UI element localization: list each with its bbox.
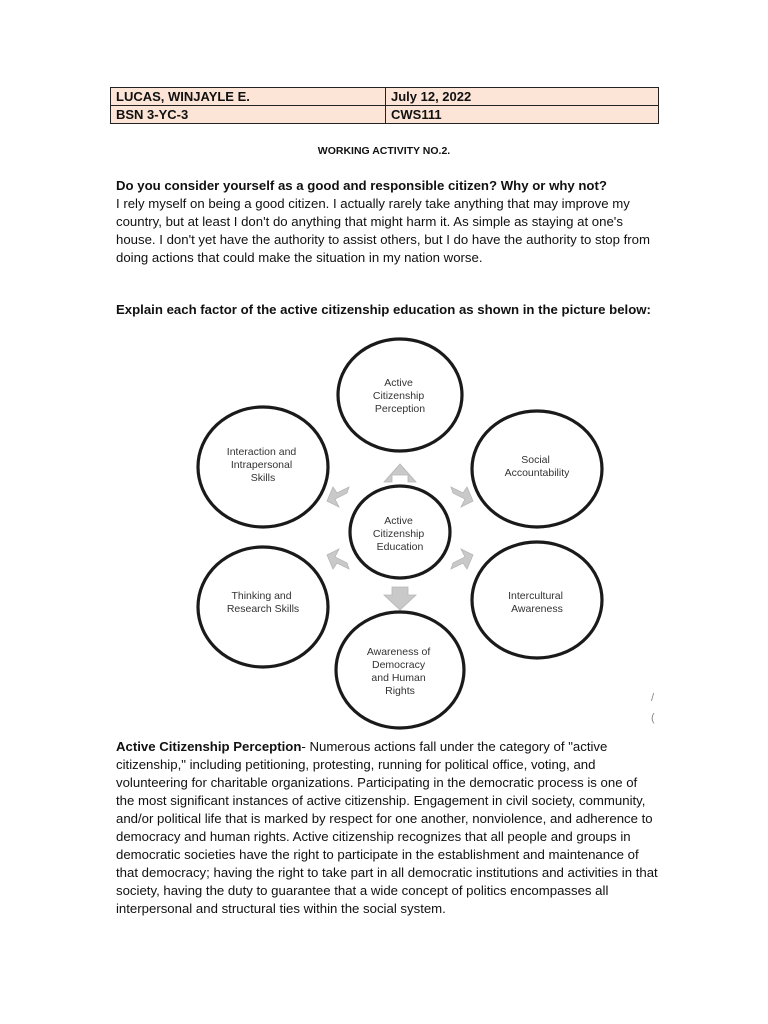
arrow-upper-right: [451, 487, 473, 507]
label-bottom-right: Intercultural Awareness: [508, 590, 563, 615]
arrow-up: [384, 464, 416, 482]
arrow-down: [384, 587, 416, 610]
activity-date: July 12, 2022: [386, 88, 659, 106]
label-top-left: Interaction and Intrapersonal Skills: [226, 446, 297, 484]
info-row-2: [111, 106, 659, 124]
student-section: BSN 3-YC-3: [111, 106, 386, 124]
section-active-citizenship-perception: [116, 738, 658, 918]
arrow-upper-left: [327, 487, 349, 507]
answer-1: I rely myself on being a good citizen. I actually rarely take anything that may improve my country, but at least I don't do anything that might harm it. As simple as staying at one's house. I don't yet have the authority to assist others, but I do have the authority to stop from doing actions that could make the situation in my nation worse.: [116, 196, 650, 265]
diagram-side-mark-1: /: [651, 692, 655, 704]
question-1: Do you consider yourself as a good and responsible citizen? Why or why not?: [116, 178, 607, 193]
arrow-lower-left: [327, 549, 349, 569]
label-top-right: Social Accountability: [504, 454, 570, 479]
section-body: - Numerous actions fall under the category of "active citizenship," including petitioning, protesting, running for political office, voting, and volunteering for charitable organizations. Participating in the democratic process is one of the most significant instances of active citizenship. Engagement in civil society, community, and/or political life that is marked by respect for one another, nonviolence, and adherence to democracy and human rights. Active citizenship recognizes that all people and groups in democratic societies have the right to participate in the establishment and maintenance of that democracy; having the right to take part in all democratic institutions and activities in that society, having the duty to guarantee that a wide concept of politics encompasses all interpersonal and structural ties within the social system.: [116, 739, 658, 916]
label-bottom-left: Thinking and Research Skills: [226, 590, 300, 615]
student-info-table: [110, 87, 659, 124]
activity-heading: WORKING ACTIVITY NO.2.: [317, 145, 451, 157]
arrow-lower-right: [451, 549, 473, 569]
info-row-1: [111, 88, 659, 106]
diagram-side-mark-2: (: [651, 712, 655, 724]
diagram-svg: [195, 337, 615, 732]
question-2: Explain each factor of the active citizenship education as shown in the picture below:: [116, 302, 651, 317]
section-term: Active Citizenship Perception: [116, 739, 302, 754]
course-code: CWS111: [386, 106, 659, 124]
label-bottom: Awareness of Democracy and Human Rights: [366, 646, 431, 697]
student-name: LUCAS, WINJAYLE E.: [111, 88, 386, 106]
active-citizenship-diagram: [195, 337, 615, 732]
label-top: Active Citizenship Perception: [372, 377, 426, 415]
label-center: Active Citizenship Education: [372, 515, 425, 553]
